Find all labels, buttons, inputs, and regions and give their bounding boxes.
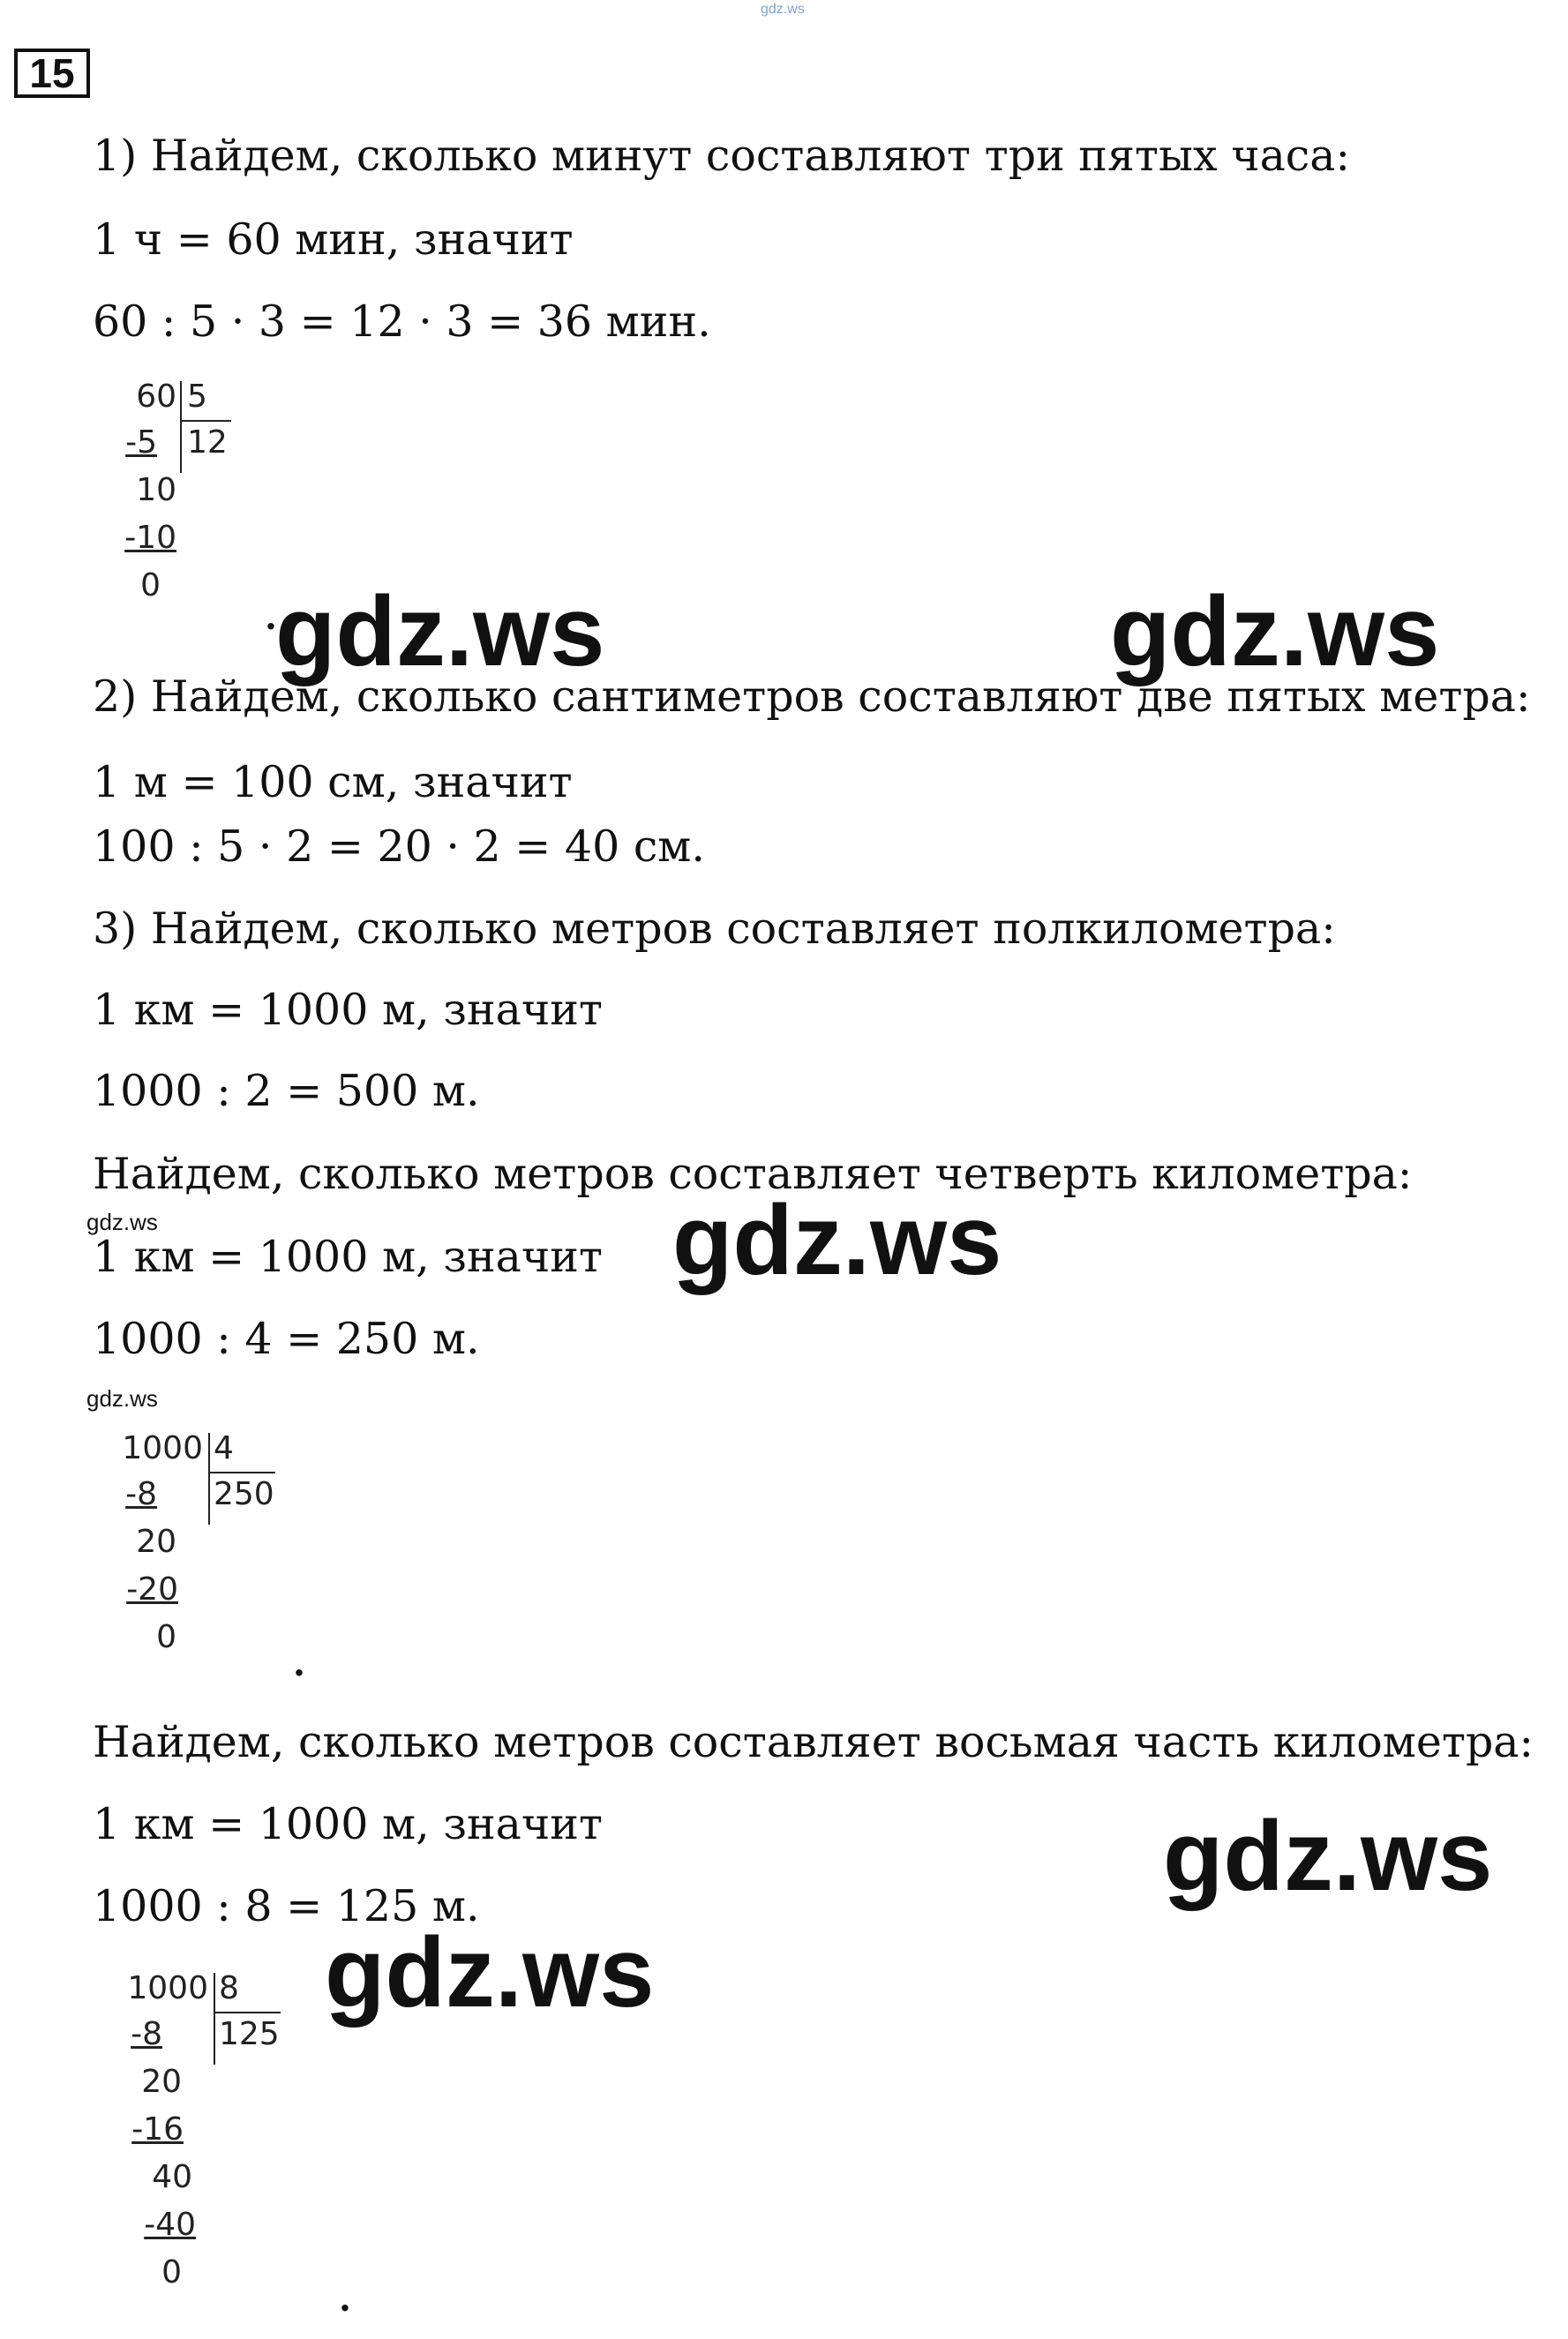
- watermark: gdz.ws: [1110, 576, 1440, 686]
- quarter-calculation: 1000 : 4 = 250 м.: [93, 1314, 480, 1364]
- step-3-heading: 3) Найдем, сколько метров составляет полкилометра:: [93, 903, 1336, 954]
- division-step: 20: [136, 1524, 176, 1560]
- division-step: 0: [156, 1619, 176, 1655]
- watermark: gdz.ws: [1163, 1801, 1493, 1911]
- divisor: 8: [219, 1970, 239, 2006]
- division-step: -8: [125, 1476, 157, 1512]
- division-step: -16: [131, 2111, 184, 2148]
- division-step: 20: [141, 2064, 182, 2100]
- stray-dot: .: [265, 596, 277, 638]
- small-watermark: gdz.ws: [86, 1209, 158, 1235]
- divisor: 4: [214, 1430, 234, 1466]
- division-step: -10: [124, 520, 176, 556]
- small-watermark: gdz.ws: [86, 1385, 158, 1412]
- division-vertical-bar: [180, 381, 182, 473]
- divisor: 5: [187, 379, 207, 415]
- step-1-conversion: 1 ч = 60 мин, значит: [93, 214, 574, 265]
- step-2-conversion: 1 м = 100 см, значит: [93, 757, 573, 807]
- eighth-conversion: 1 км = 1000 м, значит: [93, 1799, 603, 1849]
- quarter-heading: Найдем, сколько метров составляет четверть километра:: [93, 1149, 1413, 1199]
- long-division-1000-by-4: [115, 1430, 362, 1662]
- watermark: gdz.ws: [275, 576, 605, 686]
- stray-dot: .: [339, 2278, 351, 2320]
- step-3-calculation: 1000 : 2 = 500 м.: [93, 1066, 480, 1116]
- problem-number-badge: 15: [14, 49, 90, 98]
- division-step: -40: [144, 2207, 196, 2243]
- step-1-heading: 1) Найдем, сколько минут составляют три пятых часа:: [93, 131, 1350, 181]
- division-step: -5: [125, 424, 157, 461]
- division-horizontal-bar: [180, 420, 231, 422]
- quarter-conversion: 1 км = 1000 м, значит: [93, 1232, 603, 1282]
- quotient: 250: [214, 1476, 274, 1512]
- division-vertical-bar: [214, 1973, 215, 2065]
- division-step: 0: [161, 2254, 182, 2290]
- step-1-calculation: 60 : 5 · 3 = 12 · 3 = 36 мин.: [93, 296, 711, 347]
- step-3-conversion: 1 км = 1000 м, значит: [93, 985, 603, 1035]
- dividend: 1000: [122, 1430, 203, 1466]
- division-vertical-bar: [208, 1433, 210, 1525]
- top-site-mark: gdz.ws: [761, 2, 805, 17]
- division-step: -8: [131, 2016, 162, 2052]
- step-2-heading: 2) Найдем, сколько сантиметров составляют две пятых метра:: [93, 671, 1531, 722]
- step-2-calculation: 100 : 5 · 2 = 20 · 2 = 40 см.: [93, 821, 705, 872]
- dividend: 1000: [127, 1970, 208, 2006]
- division-horizontal-bar: [214, 2012, 281, 2013]
- eighth-calculation: 1000 : 8 = 125 м.: [93, 1881, 480, 1931]
- eighth-heading: Найдем, сколько метров составляет восьмая часть километра:: [93, 1717, 1534, 1767]
- stray-dot: .: [293, 1643, 305, 1684]
- division-step: 40: [152, 2159, 192, 2195]
- quotient: 125: [219, 2016, 280, 2052]
- quotient: 12: [187, 424, 228, 461]
- long-division-1000-by-8: [120, 1970, 367, 2299]
- watermark: gdz.ws: [672, 1185, 1002, 1295]
- division-step: 10: [136, 472, 176, 508]
- dividend: 60: [136, 379, 176, 415]
- division-horizontal-bar: [208, 1472, 275, 1473]
- division-step: 0: [140, 567, 161, 603]
- division-step: -20: [126, 1571, 178, 1608]
- watermark: gdz.ws: [325, 1917, 655, 2028]
